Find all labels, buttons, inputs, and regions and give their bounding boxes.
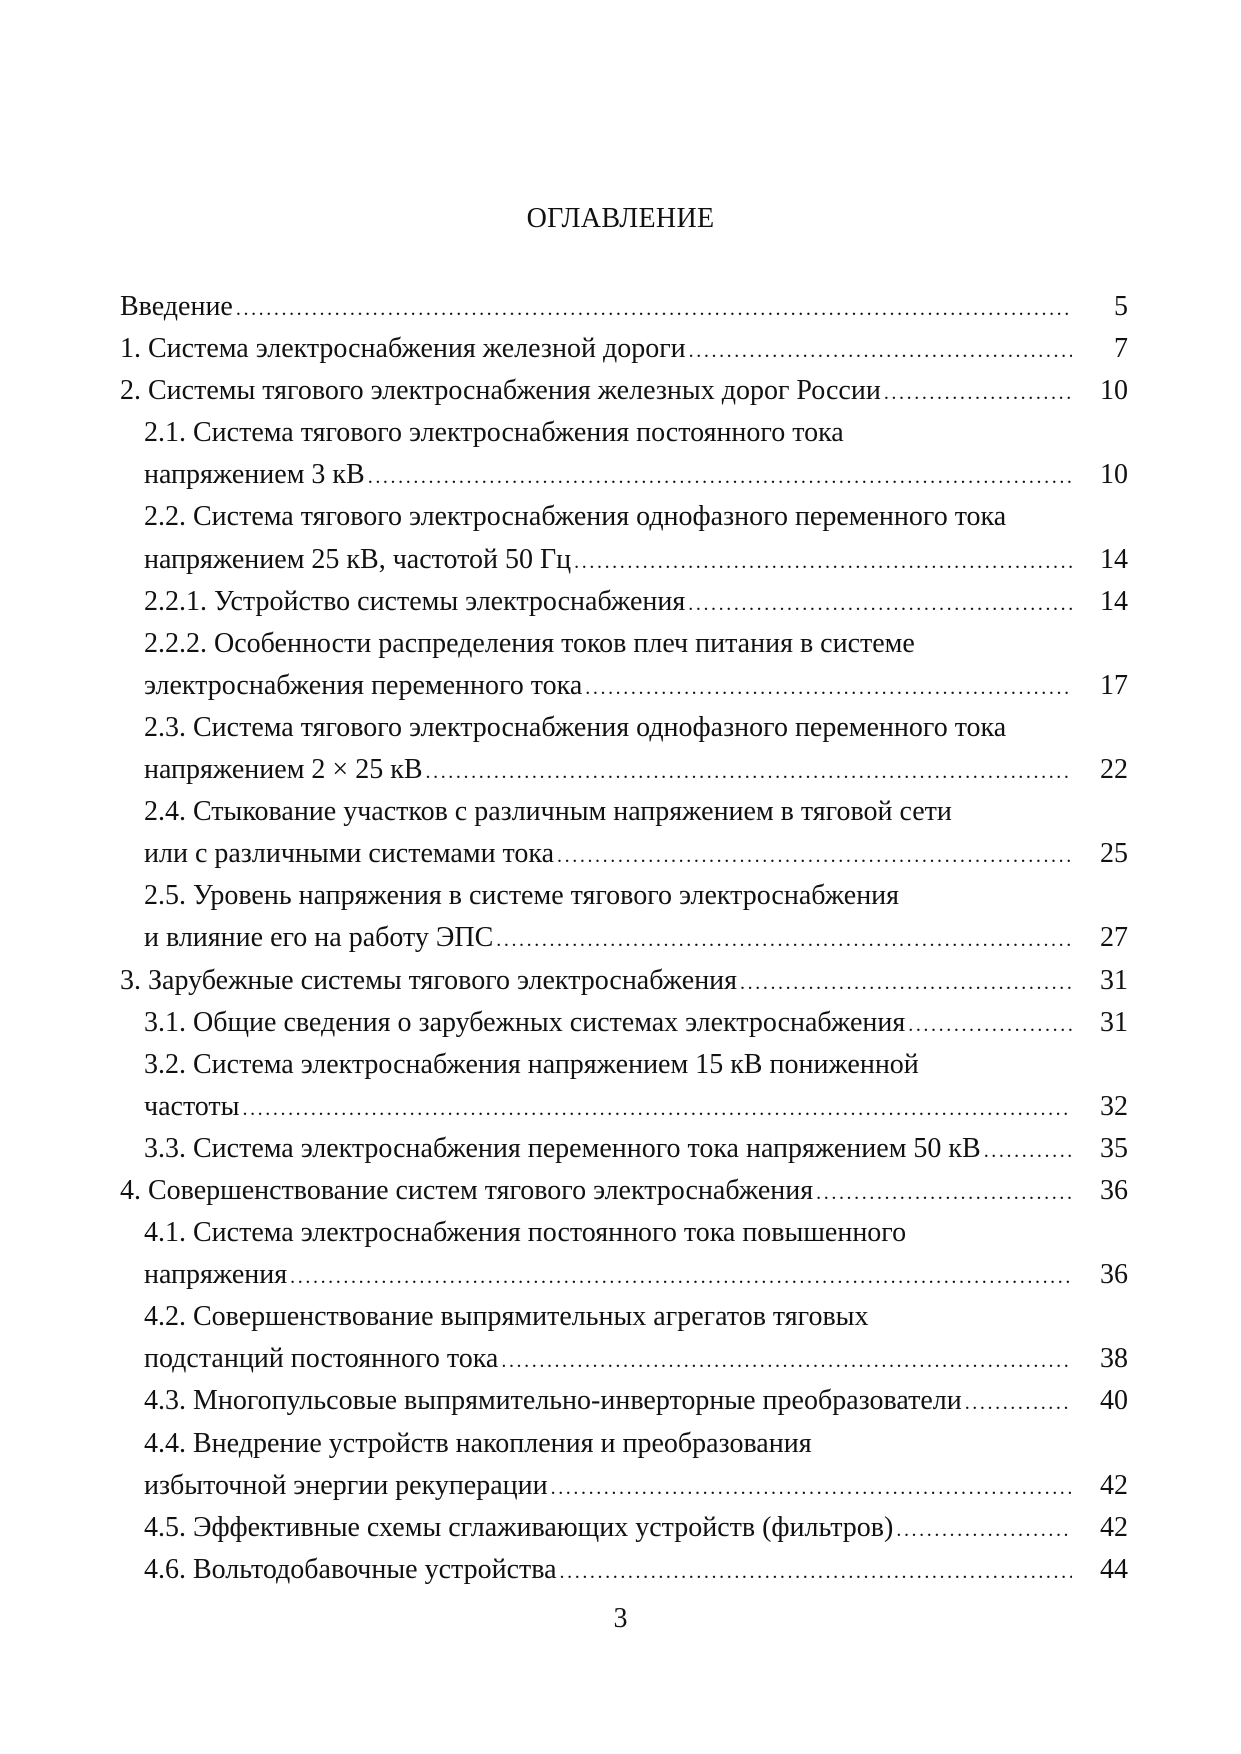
toc-dot-leader: [908, 1004, 1072, 1046]
toc-entry-title: 4.3. Многопульсовые выпрямительно-инверторные преобразователи: [144, 1385, 962, 1417]
page-number: 3: [613, 1603, 628, 1634]
toc-entry: [120, 1338, 1128, 1380]
table-of-contents: [120, 286, 1128, 1591]
toc-entry-page: 14: [1100, 585, 1128, 617]
toc-entry: [120, 791, 1128, 833]
toc-entry-page: 36: [1100, 1259, 1128, 1291]
toc-entry-title: 3.2. Система электроснабжения напряжением 15 кВ пониженной: [144, 1048, 919, 1080]
toc-entry-title: 3. Зарубежные системы тягового электроснабжения: [120, 964, 738, 996]
toc-dot-leader: [896, 1509, 1072, 1551]
toc-entry-page: 36: [1100, 1174, 1128, 1206]
toc-entry-title: избыточной энергии рекуперации: [144, 1469, 548, 1501]
toc-dot-leader: [236, 288, 1072, 330]
toc-entry-title: 4.4. Внедрение устройств накопления и преобразования: [144, 1427, 812, 1459]
toc-entry-title: напряжением 3 кВ: [144, 459, 365, 491]
toc-entry-title: 2.1. Система тягового электроснабжения постоянного тока: [144, 417, 844, 449]
toc-dot-leader: [884, 372, 1072, 414]
toc-dot-leader: [984, 1130, 1072, 1172]
page-title: ОГЛАВЛЕНИЕ: [526, 203, 715, 234]
toc-entry: [120, 1380, 1128, 1422]
toc-entry-title: 4.1. Система электроснабжения постоянного тока повышенного: [144, 1217, 907, 1249]
toc-entry-title: 4. Совершенствование систем тягового электроснабжения: [120, 1174, 814, 1206]
toc-dot-leader: [290, 1256, 1072, 1298]
toc-entry-page: 38: [1100, 1343, 1128, 1375]
toc-entry-page: 7: [1114, 333, 1128, 365]
toc-entry-title: или с различными системами тока: [144, 838, 555, 870]
toc-entry-title: 2.2.1. Устройство системы электроснабжения: [144, 585, 686, 617]
toc-entry-title: 2. Системы тягового электроснабжения железных дорог России: [120, 375, 881, 407]
toc-entry: [120, 496, 1128, 538]
toc-entry-title: 1. Система электроснабжения железной дороги: [120, 333, 686, 365]
toc-entry: [120, 749, 1128, 791]
toc-entry-page: 5: [1114, 291, 1128, 322]
toc-entry: [120, 1549, 1128, 1591]
toc-entry-title: 3.1. Общие сведения о зарубежных системах электроснабжения: [144, 1006, 906, 1038]
toc-entry-page: 10: [1100, 459, 1128, 491]
toc-entry: [120, 1002, 1128, 1044]
toc-dot-leader: [426, 751, 1073, 793]
toc-entry-page: 17: [1100, 669, 1128, 701]
toc-entry-page: 42: [1100, 1469, 1128, 1501]
toc-entry: [120, 581, 1128, 623]
toc-entry: [120, 1465, 1128, 1507]
toc-entry-title: напряжением 25 кВ, частотой 50 Гц: [144, 543, 572, 575]
toc-dot-leader: [496, 919, 1072, 961]
toc-dot-leader: [689, 330, 1072, 372]
toc-dot-leader: [740, 962, 1072, 1004]
toc-entry: [120, 665, 1128, 707]
toc-entry-title: Введение: [120, 291, 233, 322]
toc-entry: [120, 917, 1128, 959]
toc-entry-title: подстанций постоянного тока: [144, 1343, 499, 1375]
toc-entry: [120, 1128, 1128, 1170]
toc-entry: [120, 1086, 1128, 1128]
toc-dot-leader: [585, 667, 1072, 709]
toc-entry-page: 42: [1100, 1511, 1128, 1543]
toc-dot-leader: [242, 1088, 1072, 1130]
toc-dot-leader: [574, 541, 1072, 583]
toc-entry: [120, 412, 1128, 454]
toc-dot-leader: [551, 1467, 1072, 1509]
toc-entry-page: 22: [1100, 754, 1128, 786]
toc-entry-page: 35: [1100, 1132, 1128, 1164]
toc-dot-leader: [688, 583, 1072, 625]
toc-entry: [120, 833, 1128, 875]
toc-entry-title: электроснабжения переменного тока: [144, 669, 583, 701]
toc-entry: [120, 1423, 1128, 1465]
toc-entry: [120, 328, 1128, 370]
toc-entry-title: 4.2. Совершенствование выпрямительных агрегатов тяговых: [144, 1301, 869, 1333]
toc-entry: [120, 1170, 1128, 1212]
toc-entry-title: 4.6. Вольтодобавочные устройства: [144, 1553, 557, 1585]
toc-dot-leader: [965, 1382, 1072, 1424]
toc-entry-title: 3.3. Система электроснабжения переменного тока напряжением 50 кВ: [144, 1132, 981, 1164]
toc-entry-title: 2.2.2. Особенности распределения токов плеч питания в системе: [144, 627, 915, 659]
toc-entry: [120, 1296, 1128, 1338]
toc-entry: [120, 1044, 1128, 1086]
toc-entry-title: 2.3. Система тягового электроснабжения однофазного переменного тока: [144, 711, 1007, 743]
toc-dot-leader: [501, 1340, 1072, 1382]
toc-entry-title: частоты: [144, 1090, 240, 1122]
toc-entry-title: 2.2. Система тягового электроснабжения однофазного переменного тока: [144, 501, 1007, 533]
toc-entry-page: 27: [1100, 922, 1128, 954]
toc-dot-leader: [816, 1172, 1072, 1214]
toc-entry-page: 32: [1100, 1090, 1128, 1122]
toc-entry-page: 40: [1100, 1385, 1128, 1417]
toc-entry: [120, 1507, 1128, 1549]
toc-entry: [120, 707, 1128, 749]
toc-entry-title: напряжением 2 × 25 кВ: [144, 754, 423, 786]
toc-entry-page: 31: [1100, 964, 1128, 996]
toc-entry: [120, 454, 1128, 496]
toc-entry-page: 14: [1100, 543, 1128, 575]
toc-dot-leader: [557, 835, 1072, 877]
toc-entry: [120, 370, 1128, 412]
toc-entry-page: 10: [1100, 375, 1128, 407]
toc-entry: [120, 539, 1128, 581]
toc-entry-title: 4.5. Эффективные схемы сглаживающих устройств (фильтров): [144, 1511, 894, 1543]
toc-entry-page: 31: [1100, 1006, 1128, 1038]
toc-entry-title: 2.4. Стыкование участков с различным напряжением в тяговой сети: [144, 796, 952, 828]
toc-dot-leader: [560, 1551, 1072, 1593]
toc-dot-leader: [368, 456, 1072, 498]
toc-entry: [120, 623, 1128, 665]
toc-entry-title: и влияние его на работу ЭПС: [144, 922, 494, 954]
toc-entry: [120, 1254, 1128, 1296]
toc-entry-title: 2.5. Уровень напряжения в системе тягового электроснабжения: [144, 880, 900, 912]
toc-entry-title: напряжения: [144, 1259, 288, 1291]
toc-entry: [120, 960, 1128, 1002]
toc-entry-page: 44: [1100, 1553, 1128, 1585]
toc-entry-page: 25: [1100, 838, 1128, 870]
toc-entry: [120, 1212, 1128, 1254]
toc-entry: [120, 875, 1128, 917]
toc-entry: [120, 286, 1128, 328]
